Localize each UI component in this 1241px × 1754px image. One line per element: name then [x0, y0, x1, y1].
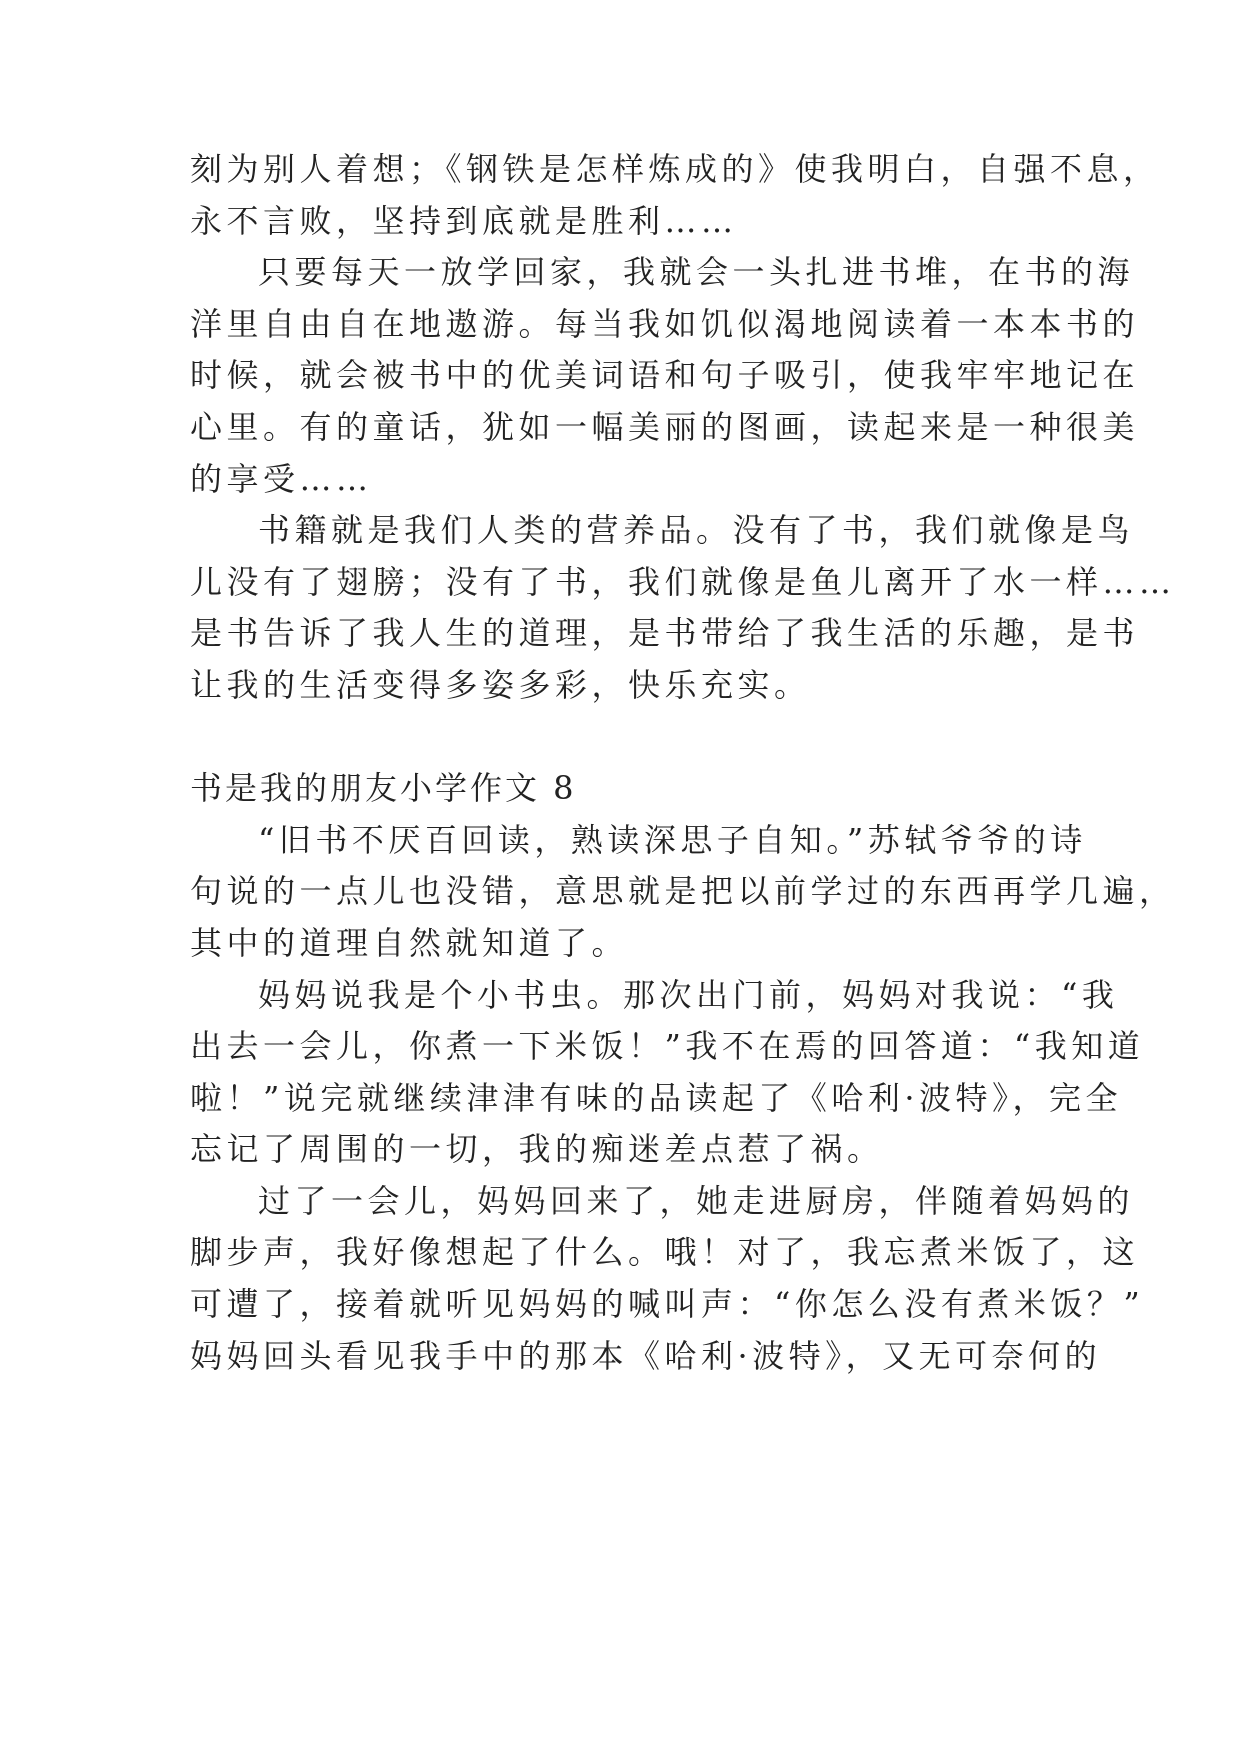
text-line: 时候，就会被书中的优美词语和句子吸引，使我牢牢地记在 — [190, 356, 1140, 394]
text-line: 刻为别人着想；《钢铁是怎样炼成的》使我明白，自强不息， — [190, 150, 1160, 188]
text-line: 啦！”说完就继续津津有味的品读起了《哈利·波特》，完全 — [190, 1079, 1123, 1117]
text-line: 过了一会儿，妈妈回来了，她走进厨房，伴随着妈妈的 — [258, 1182, 1135, 1220]
text-line: “旧书不厌百回读，熟读深思子自知。”苏轼爷爷的诗 — [258, 821, 1087, 859]
text-line: 儿没有了翅膀；没有了书，我们就像是鱼儿离开了水一样…… — [190, 563, 1176, 601]
text-line: 脚步声，我好像想起了什么。哦！对了，我忘煮米饭了，这 — [190, 1233, 1140, 1271]
text-line: 可遭了，接着就听见妈妈的喊叫声：“你怎么没有煮米饭？” — [190, 1285, 1145, 1323]
text-line: 的享受…… — [190, 460, 373, 498]
text-line: 其中的道理自然就知道了。 — [190, 924, 629, 962]
text-line: 忘记了周围的一切，我的痴迷差点惹了祸。 — [190, 1130, 884, 1168]
text-line: 出去一会儿，你煮一下米饭！”我不在焉的回答道：“我知道 — [190, 1027, 1145, 1065]
text-line: 妈妈说我是个小书虫。那次出门前，妈妈对我说：“我 — [258, 976, 1119, 1014]
section-title: 书是我的朋友小学作文 8 — [190, 769, 577, 807]
text-line: 让我的生活变得多姿多彩，快乐充实。 — [190, 666, 811, 704]
text-line: 永不言败，坚持到底就是胜利…… — [190, 202, 738, 240]
text-line: 洋里自由自在地遨游。每当我如饥似渴地阅读着一本本书的 — [190, 305, 1140, 343]
text-line: 心里。有的童话，犹如一幅美丽的图画，读起来是一种很美 — [190, 408, 1140, 446]
text-line: 书籍就是我们人类的营养品。没有了书，我们就像是鸟 — [258, 511, 1135, 549]
text-line: 句说的一点儿也没错，意思就是把以前学过的东西再学几遍， — [190, 872, 1176, 910]
text-line: 是书告诉了我人生的道理，是书带给了我生活的乐趣，是书 — [190, 614, 1140, 652]
text-line: 妈妈回头看见我手中的那本《哈利·波特》，又无可奈何的 — [190, 1337, 1102, 1375]
text-line: 只要每天一放学回家，我就会一头扎进书堆，在书的海 — [258, 253, 1135, 291]
